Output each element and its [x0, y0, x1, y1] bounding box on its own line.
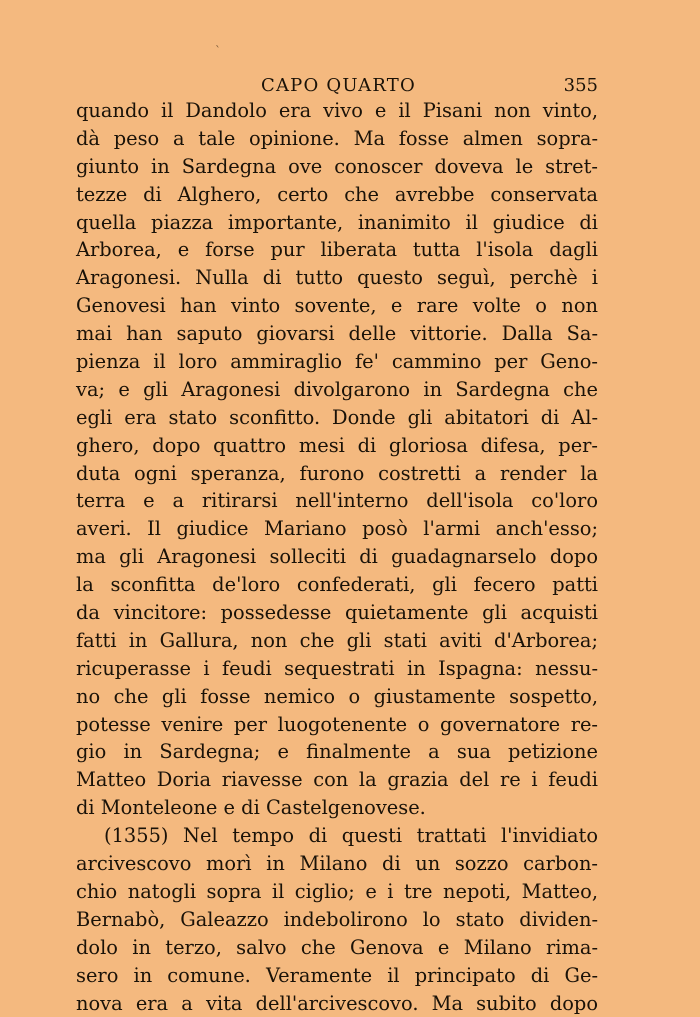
text-line: fatti in Gallura, non che gli stati aviti d'Arborea; — [76, 627, 598, 655]
text-line: averi. Il giudice Mariano posò l'armi anch'esso; — [76, 515, 598, 543]
text-line: giunto in Sardegna ove conoscer doveva le stret- — [76, 153, 598, 181]
text-line: ma gli Aragonesi solleciti di guadagnarselo dopo — [76, 543, 598, 571]
text-line: dolo in terzo, salvo che Genova e Milano rima- — [76, 934, 598, 962]
text-line: ricuperasse i feudi sequestrati in Ispagna: nessu- — [76, 655, 598, 683]
text-line: Arborea, e forse pur liberata tutta l'isola dagli — [76, 236, 598, 264]
text-line: dà peso a tale opinione. Ma fosse almen sopra- — [76, 125, 598, 153]
text-line: di Monteleone e di Castelgenovese. — [76, 794, 598, 822]
text-line: pienza il loro ammiraglio fe' cammino per Geno- — [76, 348, 598, 376]
text-line: ghero, dopo quattro mesi di gloriosa difesa, per- — [76, 432, 598, 460]
body-text — [76, 97, 598, 1017]
page-number: 355 — [564, 73, 598, 99]
paragraph — [76, 97, 598, 822]
text-line: sero in comune. Veramente il principato di Ge- — [76, 962, 598, 990]
text-line: la sconfitta de'loro confederati, gli fecero patti — [76, 571, 598, 599]
text-line: quella piazza importante, inanimito il giudice di — [76, 209, 598, 237]
text-line: tezze di Alghero, certo che avrebbe conservata — [76, 181, 598, 209]
text-line: Bernabò, Galeazzo indebolirono lo stato dividen- — [76, 906, 598, 934]
running-head — [76, 73, 598, 99]
text-line: quando il Dandolo era vivo e il Pisani non vinto, — [76, 97, 598, 125]
text-line: Matteo Doria riavesse con la grazia del re i feudi — [76, 766, 598, 794]
paper-speck: ` — [215, 44, 221, 58]
text-line: arcivescovo morì in Milano di un sozzo carbon- — [76, 850, 598, 878]
text-line: gio in Sardegna; e finalmente a sua petizione — [76, 738, 598, 766]
text-line: (1355) Nel tempo di questi trattati l'invidiato — [76, 822, 598, 850]
text-line: egli era stato sconfitto. Donde gli abitatori di Al- — [76, 404, 598, 432]
text-line: potesse venire per luogotenente o governatore re- — [76, 711, 598, 739]
paragraph — [76, 822, 598, 1017]
text-line: mai han saputo giovarsi delle vittorie. Dalla Sa- — [76, 320, 598, 348]
text-line: duta ogni speranza, furono costretti a render la — [76, 460, 598, 488]
text-line: da vincitore: possedesse quietamente gli acquisti — [76, 599, 598, 627]
running-title: CAPO QUARTO — [261, 73, 416, 99]
text-line: no che gli fosse nemico o giustamente sospetto, — [76, 683, 598, 711]
text-line: va; e gli Aragonesi divolgarono in Sardegna che — [76, 376, 598, 404]
text-line: terra e a ritirarsi nell'interno dell'isola co'loro — [76, 487, 598, 515]
text-line: Aragonesi. Nulla di tutto questo seguì, perchè i — [76, 264, 598, 292]
text-line: nova era a vita dell'arcivescovo. Ma subito dopo — [76, 990, 598, 1017]
text-line: Genovesi han vinto sovente, e rare volte o non — [76, 292, 598, 320]
text-line: chio natogli sopra il ciglio; e i tre nepoti, Matteo, — [76, 878, 598, 906]
